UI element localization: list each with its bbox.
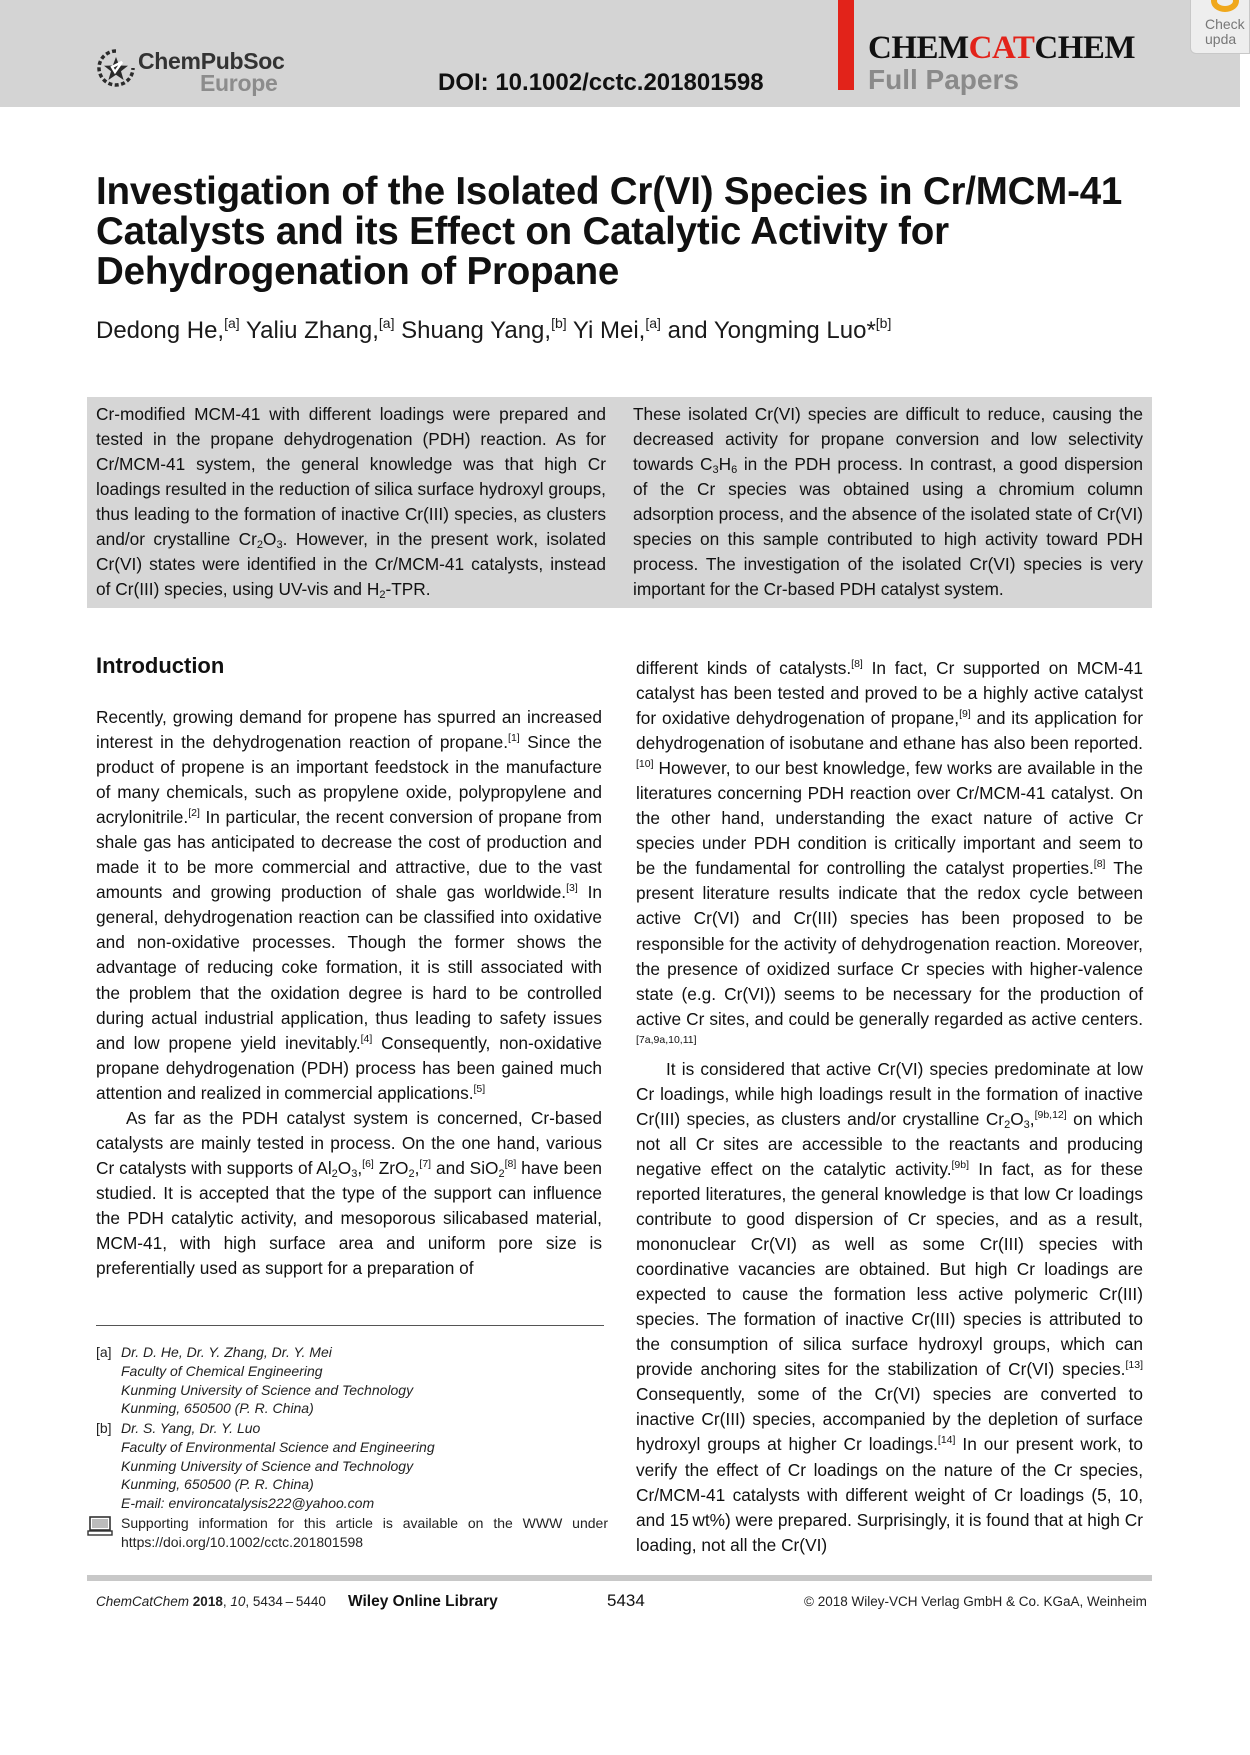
affiliation-line: Kunming, 650500 (P. R. China) bbox=[121, 1400, 314, 1417]
citation-ref[interactable]: [1] bbox=[508, 732, 520, 745]
publisher-region: Europe bbox=[200, 70, 278, 96]
copyright-notice: © 2018 Wiley-VCH Verlag GmbH & Co. KGaA, Weinheim bbox=[804, 1594, 1147, 1609]
affiliation-tag: [b] bbox=[96, 1420, 112, 1436]
subscript: 2 bbox=[1004, 1118, 1011, 1131]
body-left-column bbox=[96, 705, 602, 1281]
citation-ref[interactable]: [8] bbox=[1093, 858, 1106, 871]
author-affiliation: [a] bbox=[224, 315, 240, 331]
author[interactable] bbox=[246, 317, 395, 344]
citation-ref[interactable]: [6] bbox=[362, 1157, 374, 1170]
citation-ref[interactable]: [7a,9a,10,11] bbox=[636, 1033, 697, 1046]
footer-pages: 5434 – 5440 bbox=[252, 1594, 326, 1609]
citation-ref[interactable]: [5] bbox=[473, 1082, 486, 1095]
subscript: 6 bbox=[731, 464, 738, 476]
footnote-divider bbox=[96, 1325, 604, 1326]
check-updates-line2: upda bbox=[1205, 31, 1237, 47]
citation-ref[interactable]: [9] bbox=[959, 708, 971, 721]
affiliation-line: Faculty of Environmental Science and Engineering bbox=[121, 1438, 435, 1455]
paragraph: Recently, growing demand for propene has spurred an increased interest in the dehydrogenation reaction of propane.[1] Since the product of propene is an important feedstock in the manufacture of many chemicals, such as propylene oxide, polypropylene and acrylonitrile.[2] In particular, the recent conversion of propane from shale gas has anticipated to decrease the cost of production and made it to be more commercial and attractive, due to the vast amounts and growing production of shale gas worldwide.[3] In general, dehydrogenation reaction can be classified into oxidative and non-oxidative processes. Though the former shows the advantage of reducing coke formation, it is still associated with the problem that the oxidation degree is hard to be controlled during actual industrial application, thus leading to safety issues and low propene yield inevitably.[4] Consequently, non-oxidative propane dehydrogenation (PDH) process has been gained much attention and realized in commercial applications.[5] bbox=[96, 707, 603, 1103]
chempubsoc-star-icon bbox=[96, 48, 136, 90]
subscript: 2 bbox=[256, 539, 264, 551]
abstract-left-column: Cr-modified MCM-41 with different loadings were prepared and tested in the propane dehydrogenation (PDH) reaction. As for Cr/MCM-41 system, the general knowledge was that high Cr loadings resulted in the reduction of silica surface hydroxyl groups, thus leading to the formation of inactive Cr(III) species, as clusters and/or crystalline $Cr_2O_3$. However, in the present work, isolated Cr(VI) states were identified in the Cr/MCM-41 catalysts, instead of Cr(III) species, using UV-vis and $H_2$-TPR. bbox=[96, 404, 606, 601]
affiliation-line: Kunming University of Science and Technology bbox=[121, 1381, 414, 1398]
subscript: 3 bbox=[276, 539, 283, 551]
publisher-name: ChemPubSoc bbox=[138, 48, 285, 74]
affiliation-line: Kunming, 650500 (P. R. China) bbox=[121, 1476, 314, 1493]
author-affiliation: [b] bbox=[551, 315, 567, 331]
article-title: Investigation of the Isolated Cr(VI) Species in Cr/MCM-41 Catalysts and its Effect on Catalytic Activity for Dehydrogenation of Propane bbox=[96, 170, 1123, 293]
journal-accent-bar bbox=[838, 0, 854, 90]
supporting-information-text[interactable]: Supporting information for this article is available on the WWW under https://doi.org/10.1002/cctc.201801598 bbox=[121, 1515, 608, 1550]
footer-volume: 10 bbox=[230, 1594, 246, 1609]
citation-ref[interactable]: [8] bbox=[504, 1157, 517, 1170]
footer-citation: ChemCatChem 2018, 10, 5434 – 5440 bbox=[96, 1594, 326, 1609]
publisher-logo-block[interactable] bbox=[96, 46, 296, 96]
author-name: Dedong He, bbox=[96, 317, 225, 344]
wiley-online-library-link[interactable]: Wiley Online Library bbox=[348, 1593, 498, 1610]
citation-ref[interactable]: [9b,12] bbox=[1034, 1108, 1067, 1121]
check-for-updates-badge[interactable] bbox=[1190, 0, 1250, 54]
subscript: 2 bbox=[331, 1167, 338, 1180]
article-section: Full Papers bbox=[868, 64, 1019, 95]
paragraph: different kinds of catalysts.[8] In fact, Cr supported on MCM-41 catalyst has been tested and proved to be a highly active catalyst for oxidative dehydrogenation of propane,[9] and its application for dehydrogenation of isobutane and ethane has also been reported.[10] However, to our best knowledge, few works are available in the literatures concerning PDH reaction over Cr/MCM-41 catalyst. On the other hand, understanding the exact nature of active Cr species under PDH condition is critically important and seem to be the fundamental for controlling the catalyst properties.[8] The present literature results indicate that the redox cycle between active Cr(VI) and Cr(III) species has been proposed to be responsible for the activity of dehydrogenation reaction. Moreover, the presence of oxidized surface Cr species with higher-valence state (e.g. Cr(VI)) seems to be necessary for the production of active Cr sites, and could be generally regarded as active centers.[7a,9a,10,11] bbox=[636, 658, 1143, 1046]
author-name: Yaliu Zhang, bbox=[245, 317, 379, 344]
paragraph: It is considered that active Cr(VI) species predominate at low Cr loadings, while high loadings result in the formation of inactive Cr(III) species, as clusters and/or crystalline $Cr_2O_3,[9b,12]$ on which not all Cr sites are accessible to the reactants and producing negative effect on the catalytic activity.[9b] In fact, as for these reported literatures, the general knowledge is that low Cr loadings contribute to good dispersion of Cr species, and as a result, mononuclear Cr(VI) as well as some Cr(III) species with coordinative vacancies are obtained. But high Cr loadings are expected to cause the formation less active polymeric Cr(III) species. The formation of inactive Cr(III) species is attributed to the consumption of silica surface hydroxyl groups, which can provide anchoring sites for the stabilization of Cr(VI) species.[13] Consequently, some of the Cr(VI) species are converted to inactive Cr(III) species, accompanied by the depletion of surface hydroxyl groups at higher Cr loadings.[14] In our present work, to verify the effect of Cr loadings on the nature of the Cr species, Cr/MCM-41 catalysts with different weight of Cr loadings (5, 10, and 15 wt%) were prepared. Surprisingly, it is found that at high Cr loading, not all the Cr(VI) bbox=[636, 1058, 1143, 1555]
check-updates-line1: Check bbox=[1205, 16, 1245, 32]
affiliation-line: Faculty of Chemical Engineering bbox=[121, 1362, 323, 1379]
footer-year: 2018 bbox=[192, 1594, 223, 1609]
doi-link[interactable]: DOI: 10.1002/cctc.201801598 bbox=[438, 69, 764, 96]
footer-journal-name: ChemCatChem bbox=[96, 1594, 190, 1609]
email-link[interactable]: E-mail: environcatalysis222@yahoo.com bbox=[121, 1495, 375, 1512]
journal-name-part1: CHEM bbox=[868, 30, 969, 66]
author-name: and Yongming Luo* bbox=[667, 317, 876, 344]
author-name: Yi Mei, bbox=[572, 317, 646, 344]
subscript: 3 bbox=[1023, 1118, 1030, 1131]
affiliation-line: Dr. D. He, Dr. Y. Zhang, Dr. Y. Mei bbox=[121, 1344, 332, 1360]
affiliation-b bbox=[96, 1419, 606, 1513]
citation-ref[interactable]: [2] bbox=[188, 807, 200, 820]
author[interactable] bbox=[573, 317, 661, 344]
check-updates-label bbox=[1205, 17, 1245, 47]
journal-name[interactable] bbox=[868, 30, 1135, 67]
author[interactable] bbox=[401, 317, 567, 344]
paragraph: As far as the PDH catalyst system is concerned, Cr-based catalysts are mainly tested in process. On the one hand, various Cr catalysts with supports of $Al_2O_3,[6]$ ZrO$_2$,[7] and SiO$_2$[8] have been studied. It is accepted that the type of the support can influence the PDH catalytic activity, and mesoporous silicabased material, MCM-41, with high surface area and uniform pore size is preferentially used as support for a preparation of bbox=[96, 1107, 602, 1279]
citation-ref[interactable]: [9b] bbox=[951, 1158, 970, 1171]
journal-name-part3: CHEM bbox=[1034, 30, 1136, 66]
citation-ref[interactable]: [13] bbox=[1125, 1359, 1143, 1372]
author[interactable] bbox=[668, 317, 892, 344]
footer-rule bbox=[87, 1575, 1152, 1581]
affiliation-a bbox=[96, 1343, 606, 1418]
subscript: 3 bbox=[351, 1167, 358, 1180]
author-affiliation: [b] bbox=[875, 315, 892, 331]
citation-ref[interactable]: [3] bbox=[566, 882, 578, 895]
section-heading-introduction: Introduction bbox=[96, 653, 225, 678]
affiliation-line: Dr. S. Yang, Dr. Y. Luo bbox=[121, 1420, 261, 1436]
author[interactable] bbox=[96, 317, 240, 344]
author-name: Shuang Yang, bbox=[401, 317, 552, 344]
subscript: 3 bbox=[712, 464, 719, 476]
body-right-column bbox=[636, 656, 1143, 1558]
computer-icon bbox=[88, 1516, 112, 1536]
citation-ref[interactable]: [14] bbox=[937, 1434, 956, 1447]
page-number: 5434 bbox=[607, 1591, 645, 1610]
author-list bbox=[96, 317, 1156, 345]
affiliation-line: Kunming University of Science and Technology bbox=[121, 1457, 414, 1474]
subscript: 2 bbox=[408, 1167, 415, 1180]
check-updates-icon bbox=[1211, 0, 1239, 12]
abstract-right-column: These isolated Cr(VI) species are difficult to reduce, causing the decreased activity for propane conversion and low selectivity towards $C_3H_6$ in the PDH process. In contrast, a good dispersion of the Cr species was obtained using a chromium column adsorption process, and the absence of the isolated state of Cr(VI) species on this sample contributed to high activity toward PDH process. The investigation of the isolated Cr(VI) species is very important for the Cr-based PDH catalyst system. bbox=[633, 404, 1143, 599]
citation-ref[interactable]: [8] bbox=[851, 658, 863, 670]
subscript: 2 bbox=[379, 589, 386, 601]
supporting-information-note bbox=[88, 1514, 608, 1552]
citation-ref[interactable]: [4] bbox=[360, 1032, 373, 1045]
subscript: 2 bbox=[498, 1167, 505, 1180]
author-affiliation: [a] bbox=[645, 315, 661, 331]
affiliation-tag: [a] bbox=[96, 1344, 112, 1360]
citation-ref[interactable]: [7] bbox=[419, 1157, 432, 1170]
journal-name-part2: CAT bbox=[968, 30, 1035, 66]
author-affiliation: [a] bbox=[378, 315, 395, 331]
citation-ref[interactable]: [10] bbox=[636, 758, 654, 771]
